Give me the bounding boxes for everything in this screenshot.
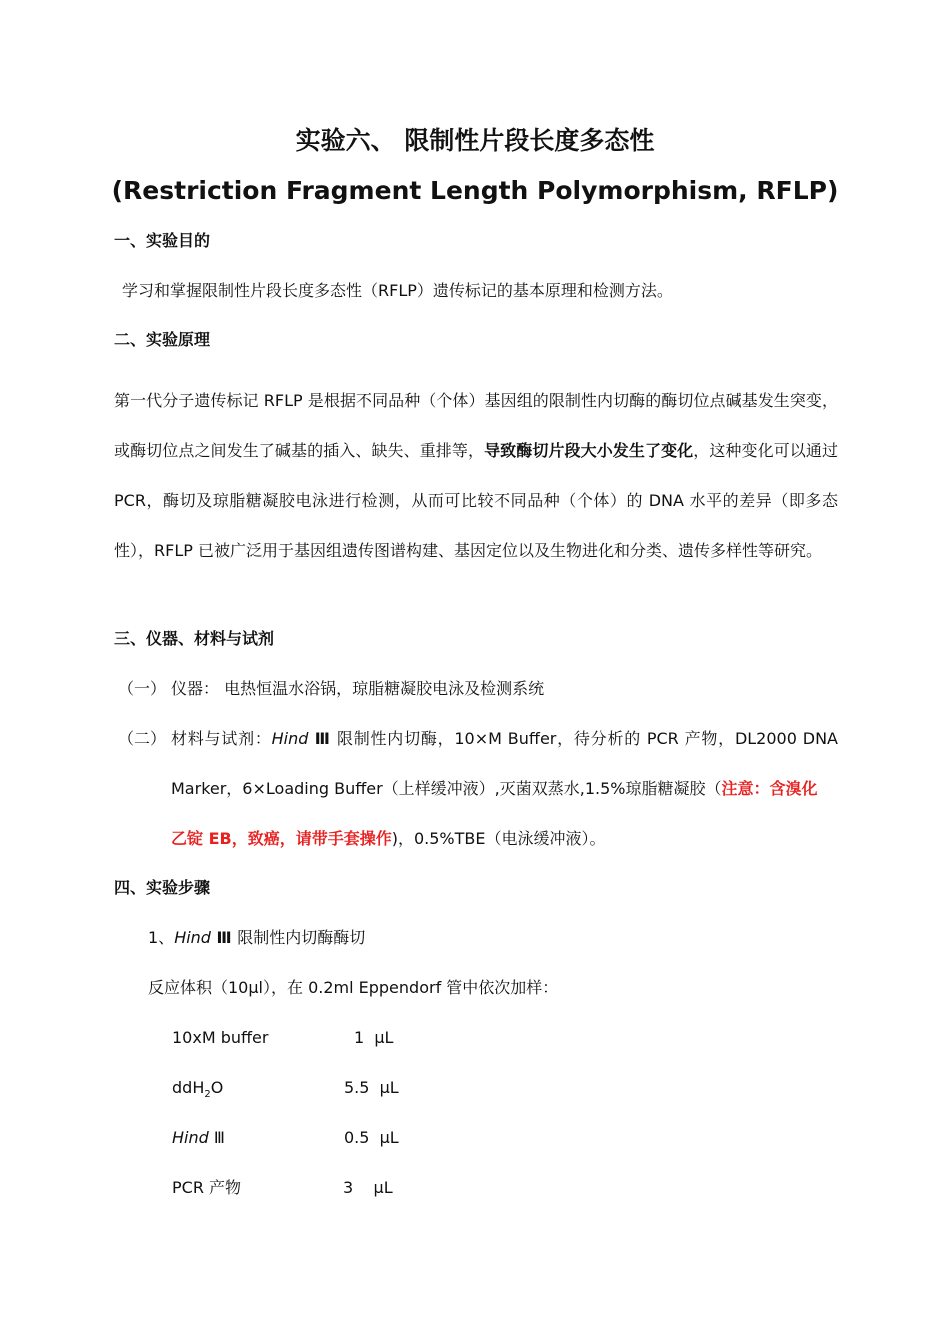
materials-line-1-rest: 限制性内切酶，10×M Buffer，待分析的 PCR 产物，DL2000 DNA (336, 729, 838, 748)
page-title: 实验六、 限制性片段长度多态性 (295, 126, 655, 155)
principle-text-a: 第一代分子遗传标记 RFLP 是根据不同品种（个体）基因组的限制性内切酶的酶切位点碱基发生突变，或酶切位点之间发生了碱基的插入、缺失、重排等， (114, 391, 838, 460)
enzyme-it: Hind (172, 1128, 209, 1147)
reagent-name-enzyme (172, 1126, 225, 1150)
water-pre: ddH (172, 1078, 205, 1097)
enzyme-roman: Ⅲ (308, 729, 337, 748)
section-heading-procedure: 四、实验步骤 (114, 878, 211, 897)
reagent-name-pcr: PCR 产物 (172, 1178, 242, 1197)
list-number-2: （二） (118, 729, 167, 748)
warning-text-1: 注意：含溴化 (721, 779, 818, 798)
water-post: O (210, 1078, 224, 1097)
reagent-name-buffer: 10xM buffer (172, 1028, 269, 1047)
step-1-rest: 限制性内切酶酶切 (237, 928, 366, 947)
page-subtitle: (Restriction Fragment Length Polymorphism, RFLP) (111, 176, 839, 205)
step-enzyme-name: Hind (174, 928, 211, 947)
reagent-value-pcr: 3 µL (343, 1178, 393, 1197)
materials-line-2-text: Marker，6×Loading Buffer（上样缓冲液）,灭菌双蒸水,1.5%琼脂糖凝胶（ (171, 779, 722, 798)
section-heading-purpose: 一、实验目的 (114, 231, 211, 250)
materials-line-2 (171, 777, 818, 801)
principle-text-b: ，这种变化可以通过 PCR，酶切及琼脂糖凝胶电泳进行检测，从而可比较不同品种（个体）的 DNA 水平的差异（即多态性），RFLP 已被广泛用于基因组遗传图谱构建、基因定位以及生物进化和分类、遗传多样性等研究。 (114, 441, 838, 560)
reagent-name-water (172, 1076, 223, 1107)
enzyme-name: Hind (271, 729, 309, 748)
instruments-text: 仪器： 电热恒温水浴锅，琼脂糖凝胶电泳及检测系统 (171, 679, 545, 698)
reaction-volume-text: 反应体积（10µl），在 0.2ml Eppendorf 管中依次加样： (148, 978, 559, 997)
materials-label: 材料与试剂： (171, 729, 272, 748)
step-enzyme-roman: Ⅲ (210, 928, 238, 947)
materials-line-3 (171, 827, 605, 851)
principle-paragraph (114, 376, 838, 576)
water-sub: 2 (204, 1089, 211, 1101)
purpose-text: 学习和掌握限制性片段长度多态性（RFLP）遗传标记的基本原理和检测方法。 (122, 281, 673, 300)
section-heading-materials: 三、仪器、材料与试剂 (114, 629, 275, 648)
enzyme-post: Ⅲ (208, 1128, 225, 1147)
section-heading-principle: 二、实验原理 (114, 330, 211, 349)
reagent-value-enzyme: 0.5 µL (344, 1128, 399, 1147)
materials-line-1 (171, 727, 838, 751)
step-number: 1、 (148, 928, 175, 947)
list-number-1: （一） (118, 679, 167, 698)
reagent-value-buffer: 1 µL (354, 1028, 394, 1047)
reagent-value-water: 5.5 µL (344, 1078, 399, 1097)
principle-emphasis: 导致酶切片段大小发生了变化 (484, 441, 694, 460)
materials-line-3-rest: )，0.5%TBE（电泳缓冲液）。 (391, 829, 606, 848)
step-1-title (148, 926, 365, 950)
warning-text-2: 乙锭 EB，致癌，请带手套操作 (171, 829, 392, 848)
